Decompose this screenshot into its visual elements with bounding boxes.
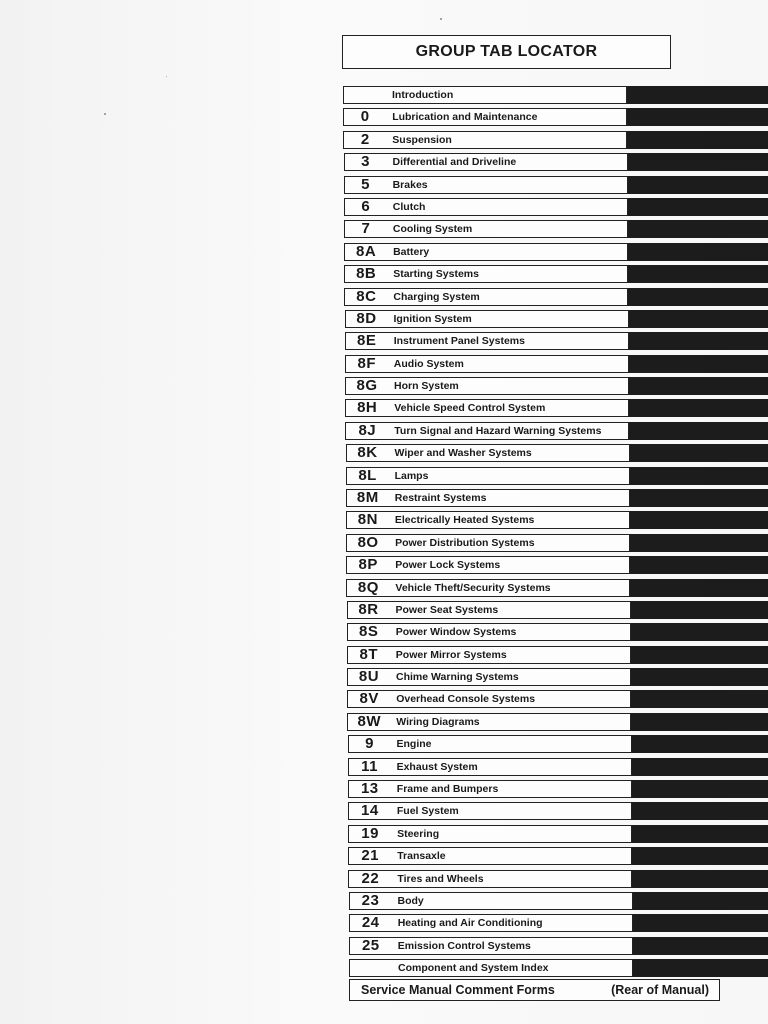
group-label: Power Mirror Systems — [395, 648, 507, 661]
group-row[interactable] — [344, 265, 768, 283]
black-tab-marker[interactable] — [631, 668, 768, 686]
group-label: Charging System — [393, 290, 480, 303]
group-label: Turn Signal and Hazard Warning Systems — [394, 424, 602, 437]
group-label: Lamps — [394, 469, 429, 482]
group-number: 8J — [358, 421, 377, 439]
black-tab-marker[interactable] — [628, 153, 768, 171]
black-tab-marker[interactable] — [633, 937, 768, 955]
group-row[interactable] — [345, 332, 768, 350]
group-row[interactable] — [344, 220, 768, 238]
black-tab-marker[interactable] — [630, 467, 768, 485]
group-label: Battery — [393, 245, 430, 258]
group-number: 24 — [361, 914, 380, 932]
black-tab-marker[interactable] — [630, 444, 768, 462]
group-row[interactable] — [343, 131, 768, 149]
group-row[interactable] — [347, 690, 768, 708]
black-tab-marker[interactable] — [632, 870, 768, 888]
group-row[interactable] — [347, 601, 768, 619]
group-row[interactable] — [349, 914, 768, 932]
group-label-box — [346, 444, 630, 462]
group-row[interactable] — [348, 825, 768, 843]
black-tab-marker[interactable] — [628, 288, 768, 306]
group-label-box — [348, 847, 632, 865]
group-row[interactable] — [343, 86, 768, 104]
black-tab-marker[interactable] — [630, 511, 768, 529]
group-number: 8W — [357, 712, 382, 730]
group-number: 13 — [360, 779, 379, 797]
group-label: Suspension — [392, 133, 452, 146]
group-number: 8B — [356, 265, 377, 283]
group-label: Body — [397, 894, 424, 907]
group-number: 7 — [361, 220, 371, 238]
group-number: 8L — [358, 466, 377, 484]
group-label: Frame and Bumpers — [396, 782, 499, 795]
black-tab-marker[interactable] — [627, 86, 768, 104]
group-label: Audio System — [393, 357, 464, 370]
group-number: 8P — [358, 556, 378, 574]
group-row[interactable] — [344, 243, 768, 261]
group-number: 2 — [360, 130, 370, 148]
black-tab-marker[interactable] — [629, 399, 768, 417]
black-tab-marker[interactable] — [632, 802, 768, 820]
black-tab-marker[interactable] — [631, 646, 768, 664]
black-tab-marker[interactable] — [627, 108, 768, 126]
group-row[interactable] — [346, 467, 768, 485]
group-label-box — [344, 288, 628, 306]
black-tab-marker[interactable] — [631, 690, 768, 708]
group-number: 8A — [356, 242, 377, 260]
group-number: 8T — [359, 645, 379, 663]
group-label: Differential and Driveline — [392, 156, 517, 169]
group-number: 3 — [361, 153, 370, 171]
group-label-box — [345, 399, 629, 417]
black-tab-marker[interactable] — [629, 332, 768, 350]
group-label-box — [347, 623, 631, 641]
group-label-box — [344, 220, 628, 238]
group-label: Vehicle Theft/Security Systems — [395, 581, 551, 594]
black-tab-marker[interactable] — [633, 959, 768, 977]
group-label-box — [344, 198, 628, 216]
group-label-box — [349, 959, 633, 977]
group-label-box — [346, 534, 630, 552]
group-label-box — [348, 870, 632, 888]
group-label-box — [347, 713, 631, 731]
group-row[interactable] — [349, 959, 768, 977]
group-row[interactable] — [345, 355, 768, 373]
group-label-box — [348, 735, 632, 753]
group-number: 23 — [361, 891, 380, 909]
group-number: 8M — [356, 488, 379, 506]
group-number: 8G — [356, 377, 378, 394]
black-tab-marker[interactable] — [632, 780, 768, 798]
group-row[interactable] — [348, 758, 768, 776]
black-tab-marker[interactable] — [628, 176, 768, 194]
group-row[interactable] — [344, 198, 768, 216]
group-number: 8K — [357, 444, 378, 462]
group-row[interactable] — [345, 422, 768, 440]
group-row[interactable] — [345, 377, 768, 395]
group-label: Vehicle Speed Control System — [394, 402, 546, 415]
group-label: Power Window Systems — [395, 626, 517, 639]
group-label-box — [349, 914, 633, 932]
group-row[interactable] — [346, 444, 768, 462]
group-number: 8H — [357, 399, 378, 417]
group-label: Starting Systems — [393, 268, 479, 281]
group-number: 19 — [361, 824, 379, 842]
group-label-box — [343, 108, 627, 126]
group-label: Component and System Index — [398, 962, 549, 974]
comment-forms-box — [349, 979, 720, 1001]
page-title: GROUP TAB LOCATOR — [415, 43, 598, 60]
group-number: 22 — [361, 869, 380, 887]
group-row[interactable] — [345, 310, 768, 328]
black-tab-marker[interactable] — [628, 198, 768, 216]
group-row[interactable] — [347, 713, 768, 731]
group-row[interactable] — [344, 288, 768, 306]
group-number: 0 — [360, 108, 370, 126]
group-number: 8F — [357, 354, 377, 372]
group-label: Emission Control Systems — [397, 939, 531, 952]
black-tab-marker[interactable] — [630, 579, 768, 597]
group-label-box — [348, 802, 632, 820]
group-label-box — [344, 153, 628, 171]
group-label: Steering — [397, 827, 440, 840]
group-label: Transaxle — [397, 850, 446, 863]
group-label: Fuel System — [396, 805, 459, 818]
group-number: 11 — [361, 757, 379, 775]
black-tab-marker[interactable] — [632, 847, 768, 865]
group-label-box — [346, 489, 630, 507]
black-tab-marker[interactable] — [632, 735, 768, 753]
black-tab-marker[interactable] — [631, 713, 768, 731]
black-tab-marker[interactable] — [632, 758, 768, 776]
group-row[interactable] — [348, 847, 768, 865]
group-number: 8U — [358, 668, 380, 685]
black-tab-marker[interactable] — [627, 131, 768, 149]
group-label: Power Seat Systems — [395, 603, 499, 616]
group-label: Horn System — [394, 380, 459, 392]
group-label-box — [348, 825, 632, 843]
group-label-box — [344, 265, 628, 283]
group-label-box — [347, 646, 631, 664]
group-label: Chime Warning Systems — [396, 671, 519, 683]
black-tab-marker[interactable] — [628, 243, 768, 261]
group-row[interactable] — [347, 646, 768, 664]
group-row[interactable] — [343, 108, 768, 126]
group-row[interactable] — [347, 668, 768, 686]
group-number: 14 — [361, 802, 379, 820]
group-number: 8V — [359, 690, 379, 708]
group-label-box — [348, 780, 632, 798]
black-tab-marker[interactable] — [629, 355, 768, 373]
group-number: 8C — [356, 287, 377, 305]
black-tab-marker[interactable] — [629, 377, 768, 395]
black-tab-marker[interactable] — [628, 265, 768, 283]
group-label: Introduction — [392, 89, 454, 101]
group-row[interactable] — [349, 892, 768, 910]
group-label-box — [343, 131, 627, 149]
group-row[interactable] — [348, 802, 768, 820]
black-tab-marker[interactable] — [631, 601, 768, 619]
black-tab-marker[interactable] — [628, 220, 768, 238]
group-label: Exhaust System — [396, 760, 478, 773]
group-label-box — [345, 310, 629, 328]
group-row[interactable] — [347, 623, 768, 641]
group-label-box — [349, 937, 633, 955]
group-label: Overhead Console Systems — [396, 693, 536, 706]
group-row[interactable] — [348, 735, 768, 753]
group-number: 8O — [357, 533, 379, 551]
group-label-box — [344, 243, 628, 261]
group-label-box — [345, 355, 629, 373]
group-number: 8N — [357, 511, 378, 529]
group-label-box — [346, 511, 630, 529]
group-number: 6 — [361, 197, 371, 215]
group-label: Heating and Air Conditioning — [397, 917, 543, 930]
group-label: Cooling System — [392, 223, 473, 236]
group-number: 8D — [356, 309, 377, 327]
group-label: Ignition System — [393, 312, 472, 325]
group-label-box — [344, 176, 628, 194]
group-row[interactable] — [346, 534, 768, 552]
group-label-box — [347, 668, 631, 686]
group-label-box — [346, 579, 630, 597]
group-number: 9 — [365, 735, 374, 753]
group-label-box — [347, 690, 631, 708]
group-number: 8R — [358, 600, 379, 618]
black-tab-marker[interactable] — [633, 914, 768, 932]
group-label-box — [345, 377, 629, 395]
group-label: Wiper and Washer Systems — [394, 447, 532, 460]
group-label: Power Lock Systems — [395, 559, 501, 572]
group-row[interactable] — [344, 176, 768, 194]
group-label: Lubrication and Maintenance — [392, 111, 538, 124]
group-label: Tires and Wheels — [397, 872, 484, 885]
group-label: Brakes — [392, 178, 428, 191]
comment-forms-label: Service Manual Comment Forms — [361, 983, 555, 997]
group-label-box — [349, 892, 633, 910]
black-tab-marker[interactable] — [629, 422, 768, 440]
group-row[interactable] — [346, 489, 768, 507]
group-label: Instrument Panel Systems — [393, 335, 525, 348]
group-number: 8E — [357, 332, 377, 350]
group-label: Clutch — [392, 200, 426, 213]
group-label-box — [343, 86, 627, 104]
black-tab-marker[interactable] — [629, 310, 768, 328]
group-number: 8S — [359, 623, 379, 641]
group-label: Engine — [396, 738, 432, 751]
group-row[interactable] — [348, 870, 768, 888]
group-row[interactable] — [344, 153, 768, 171]
black-tab-marker[interactable] — [630, 556, 768, 574]
black-tab-marker[interactable] — [630, 489, 768, 507]
group-number: 21 — [361, 847, 380, 865]
group-label-box — [347, 601, 631, 619]
group-label-box — [345, 332, 629, 350]
group-row[interactable] — [349, 937, 768, 955]
black-tab-marker[interactable] — [630, 534, 768, 552]
group-row[interactable] — [348, 780, 768, 798]
black-tab-marker[interactable] — [633, 892, 768, 910]
black-tab-marker[interactable] — [632, 825, 768, 843]
group-row[interactable] — [345, 399, 768, 417]
group-label-box — [348, 758, 632, 776]
group-number: 8Q — [357, 578, 379, 596]
comment-forms-location: (Rear of Manual) — [611, 983, 709, 997]
group-label: Power Distribution Systems — [395, 536, 535, 549]
group-label-box — [345, 422, 629, 440]
group-label: Restraint Systems — [394, 491, 487, 504]
group-row[interactable] — [346, 556, 768, 574]
group-label-box — [346, 556, 630, 574]
group-label: Wiring Diagrams — [396, 715, 480, 728]
group-label: Electrically Heated Systems — [394, 514, 535, 527]
group-number: 5 — [361, 175, 371, 193]
group-number: 25 — [361, 936, 380, 954]
group-row[interactable] — [346, 579, 768, 597]
group-label-box — [346, 467, 630, 485]
black-tab-marker[interactable] — [631, 623, 768, 641]
group-row[interactable] — [346, 511, 768, 529]
